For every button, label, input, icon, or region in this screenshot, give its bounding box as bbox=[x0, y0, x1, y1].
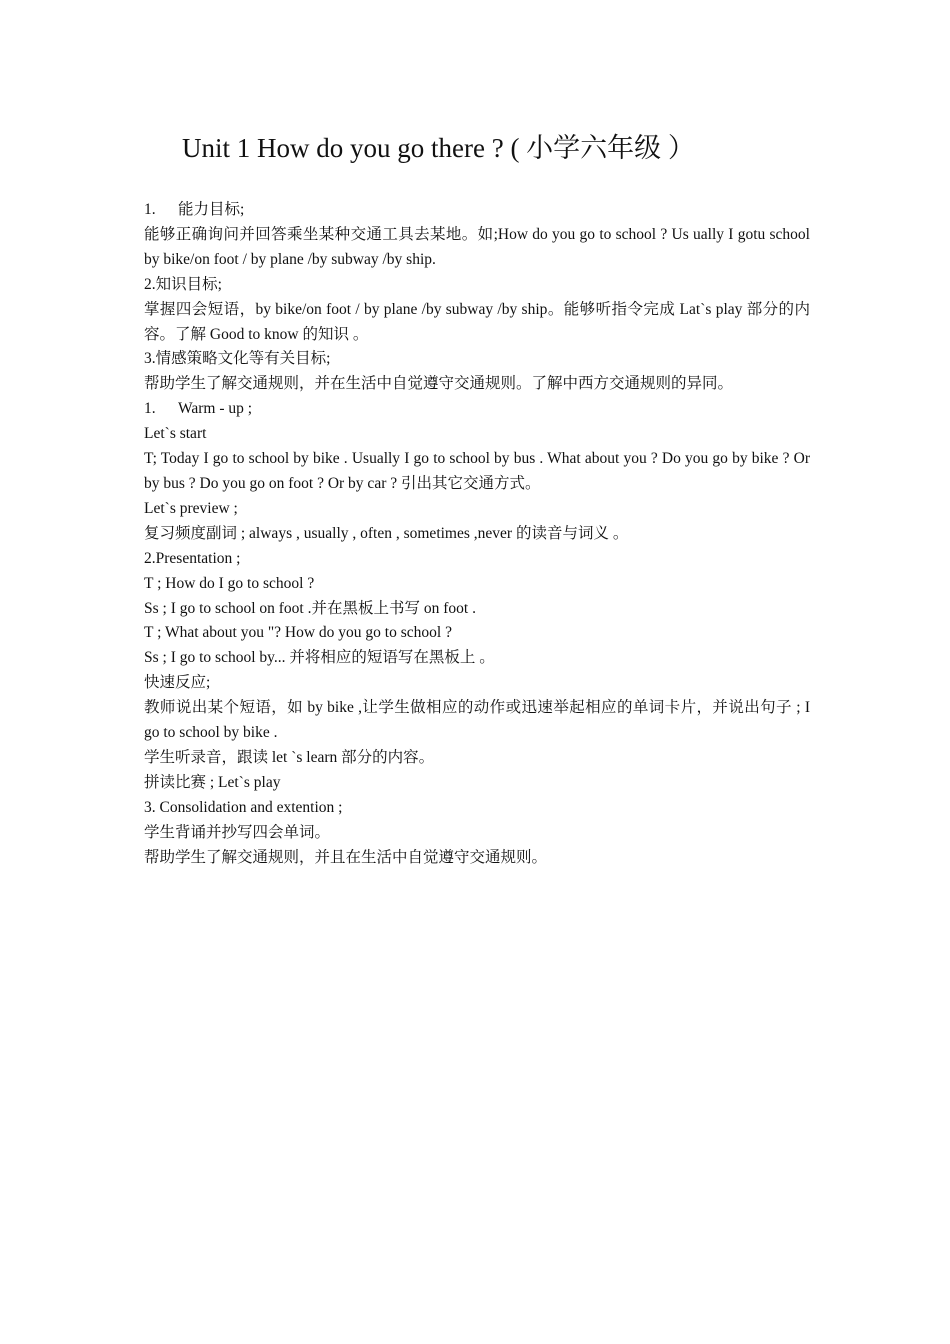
quick-response-text: 教师说出某个短语，如 by bike ,让学生做相应的动作或迅速举起相应的单词卡片，并说出句子 ; I go to school by bike . bbox=[144, 699, 810, 742]
traffic-rules-text: 帮助学生了解交通规则，并且在生活中自觉遵守交通规则。 bbox=[144, 848, 548, 866]
recite-words-text: 学生背诵并抄写四会单词。 bbox=[144, 823, 331, 841]
listening-text: 学生听录音，跟读 let `s learn 部分的内容。 bbox=[144, 748, 435, 766]
list-number: 1. bbox=[144, 400, 156, 418]
step-presentation: 2.Presentation ; bbox=[144, 549, 241, 567]
document-title: Unit 1 How do you go there ? ( 小学六年级 ） bbox=[182, 133, 695, 163]
spelling-contest-text: 拼读比赛 ; Let`s play bbox=[144, 773, 281, 791]
ability-goal-text: 能够正确询问并回答乘坐某种交通工具去某地。如;How do you go to school ? Us ually I gotu school by bike/on foot / by plane /by subway /by ship. bbox=[144, 225, 810, 268]
dialogue-line: Ss ; I go to school on foot .并在黑板上书写 on foot . bbox=[144, 599, 476, 617]
review-adverbs-text: 复习频度副词 ; always , usually , often , sometimes ,never 的读音与词义 。 bbox=[144, 524, 629, 542]
emotion-goal-text: 帮助学生了解交通规则，并在生活中自觉遵守交通规则。了解中西方交通规则的异同。 bbox=[144, 375, 734, 393]
quick-response-heading: 快速反应; bbox=[144, 674, 211, 692]
section-heading-emotion: 3.情感策略文化等有关目标; bbox=[144, 350, 331, 368]
knowledge-goal-text: 掌握四会短语，by bike/on foot / by plane /by subway /by ship。能够听指令完成 Lat`s play 部分的内容。了解 Good to know 的知识 。 bbox=[144, 300, 810, 343]
lets-start-heading: Let`s start bbox=[144, 425, 207, 443]
dialogue-line: T ; How do I go to school ? bbox=[144, 574, 315, 592]
line-text: 能力目标; bbox=[178, 201, 245, 218]
section-heading-ability bbox=[144, 198, 810, 223]
lets-preview-heading: Let`s preview ; bbox=[144, 499, 238, 517]
step-consolidation: 3. Consolidation and extention ; bbox=[144, 798, 343, 816]
dialogue-line: T ; What about you "? How do you go to school ? bbox=[144, 624, 452, 642]
section-heading-knowledge: 2.知识目标; bbox=[144, 275, 222, 293]
step-warm-up bbox=[144, 397, 810, 422]
document-body bbox=[144, 198, 810, 870]
line-text: Warm - up ; bbox=[178, 400, 253, 418]
teacher-dialogue: T; Today I go to school by bike . Usually I go to school by bus . What about you ? Do you go by bike ? Or by bus ? Do you go on foot ? Or by car ? 引出其它交通方式。 bbox=[144, 450, 810, 492]
dialogue-line: Ss ; I go to school by... 并将相应的短语写在黑板上 。 bbox=[144, 649, 495, 667]
list-number: 1. bbox=[144, 201, 156, 218]
